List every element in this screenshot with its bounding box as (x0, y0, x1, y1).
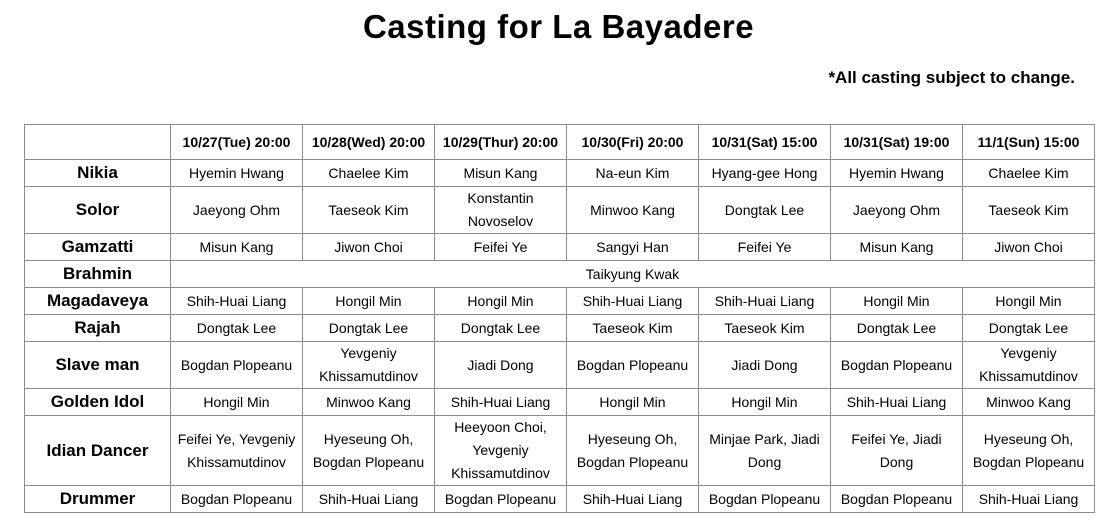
corner-cell (25, 125, 171, 160)
cast-cell: Shih-Huai Liang (567, 288, 699, 315)
page-title: Casting for La Bayadere (362, 8, 755, 45)
table-row (25, 315, 1095, 342)
cast-cell: Hongil Min (435, 288, 567, 315)
cast-cell: Jiwon Choi (303, 234, 435, 261)
cast-cell: Hongil Min (699, 389, 831, 416)
role-name: Idian Dancer (25, 416, 171, 486)
cast-cell: Dongtak Lee (303, 315, 435, 342)
date-header: 10/31(Sat) 19:00 (831, 125, 963, 160)
casting-note: *All casting subject to change. (828, 68, 1075, 87)
cast-cell: Chaelee Kim (963, 160, 1095, 187)
cast-cell: Feifei Ye (435, 234, 567, 261)
cast-cell: Shih-Huai Liang (699, 288, 831, 315)
cast-cell: Heeyoon Choi, Yevgeniy Khissamutdinov (435, 416, 567, 486)
cast-cell: Yevgeniy Khissamutdinov (963, 342, 1095, 389)
cast-cell: Sangyi Han (567, 234, 699, 261)
cast-cell: Hongil Min (171, 389, 303, 416)
cast-cell: Bogdan Plopeanu (171, 342, 303, 389)
cast-cell: Dongtak Lee (831, 315, 963, 342)
role-name: Solor (25, 187, 171, 234)
cast-cell: Shih-Huai Liang (831, 389, 963, 416)
table-row (25, 389, 1095, 416)
cast-cell: Chaelee Kim (303, 160, 435, 187)
cast-cell: Bogdan Plopeanu (171, 486, 303, 513)
cast-cell: Shih-Huai Liang (567, 486, 699, 513)
role-name: Rajah (25, 315, 171, 342)
cast-cell: Taeseok Kim (567, 315, 699, 342)
cast-cell: Shih-Huai Liang (303, 486, 435, 513)
date-header: 10/31(Sat) 15:00 (699, 125, 831, 160)
role-name: Brahmin (25, 261, 171, 288)
cast-cell: Dongtak Lee (699, 187, 831, 234)
table-row (25, 288, 1095, 315)
cast-cell: Dongtak Lee (963, 315, 1095, 342)
cast-cell: Hyang-gee Hong (699, 160, 831, 187)
cast-cell: Na-eun Kim (567, 160, 699, 187)
role-name: Drummer (25, 486, 171, 513)
table-row (25, 342, 1095, 389)
cast-cell: Feifei Ye, Jiadi Dong (831, 416, 963, 486)
cast-cell: Konstantin Novoselov (435, 187, 567, 234)
cast-cell: Hongil Min (831, 288, 963, 315)
cast-cell: Shih-Huai Liang (171, 288, 303, 315)
cast-cell: Shih-Huai Liang (435, 389, 567, 416)
date-header: 10/30(Fri) 20:00 (567, 125, 699, 160)
cast-cell: Jiadi Dong (699, 342, 831, 389)
cast-cell: Misun Kang (435, 160, 567, 187)
table-row (25, 261, 1095, 288)
role-name: Golden Idol (25, 389, 171, 416)
cast-cell: Bogdan Plopeanu (435, 486, 567, 513)
cast-cell: Minwoo Kang (303, 389, 435, 416)
table-row (25, 187, 1095, 234)
cast-cell: Hyeseung Oh, Bogdan Plopeanu (567, 416, 699, 486)
cast-cell: Hyemin Hwang (171, 160, 303, 187)
cast-cell: Bogdan Plopeanu (699, 486, 831, 513)
cast-cell: Minjae Park, Jiadi Dong (699, 416, 831, 486)
cast-cell: Minwoo Kang (963, 389, 1095, 416)
cast-cell: Hyeseung Oh, Bogdan Plopeanu (963, 416, 1095, 486)
cast-cell: Hongil Min (963, 288, 1095, 315)
role-name: Magadaveya (25, 288, 171, 315)
cast-cell: Yevgeniy Khissamutdinov (303, 342, 435, 389)
cast-cell: Hyeseung Oh, Bogdan Plopeanu (303, 416, 435, 486)
cast-cell: Dongtak Lee (435, 315, 567, 342)
date-header: 10/27(Tue) 20:00 (171, 125, 303, 160)
cast-cell: Hyemin Hwang (831, 160, 963, 187)
cast-cell: Hongil Min (567, 389, 699, 416)
cast-cell: Jaeyong Ohm (831, 187, 963, 234)
table-row (25, 160, 1095, 187)
cast-cell: Feifei Ye (699, 234, 831, 261)
role-name: Gamzatti (25, 234, 171, 261)
table-row (25, 416, 1095, 486)
date-header: 11/1(Sun) 15:00 (963, 125, 1095, 160)
cast-cell: Taeseok Kim (699, 315, 831, 342)
table-row (25, 486, 1095, 513)
cast-cell: Minwoo Kang (567, 187, 699, 234)
table-row (25, 234, 1095, 261)
cast-cell: Taeseok Kim (963, 187, 1095, 234)
role-name: Slave man (25, 342, 171, 389)
casting-table (24, 124, 1095, 513)
cast-cell: Misun Kang (831, 234, 963, 261)
header-row (25, 125, 1095, 160)
cast-cell-all-performances: Taikyung Kwak (171, 261, 1095, 288)
cast-cell: Shih-Huai Liang (963, 486, 1095, 513)
date-header: 10/28(Wed) 20:00 (303, 125, 435, 160)
date-header: 10/29(Thur) 20:00 (435, 125, 567, 160)
cast-cell: Jiadi Dong (435, 342, 567, 389)
cast-cell: Hongil Min (303, 288, 435, 315)
cast-cell: Misun Kang (171, 234, 303, 261)
cast-cell: Jaeyong Ohm (171, 187, 303, 234)
cast-cell: Feifei Ye, Yevgeniy Khissamutdinov (171, 416, 303, 486)
role-name: Nikia (25, 160, 171, 187)
cast-cell: Jiwon Choi (963, 234, 1095, 261)
cast-cell: Bogdan Plopeanu (831, 486, 963, 513)
cast-cell: Taeseok Kim (303, 187, 435, 234)
cast-cell: Dongtak Lee (171, 315, 303, 342)
cast-cell: Bogdan Plopeanu (831, 342, 963, 389)
cast-cell: Bogdan Plopeanu (567, 342, 699, 389)
